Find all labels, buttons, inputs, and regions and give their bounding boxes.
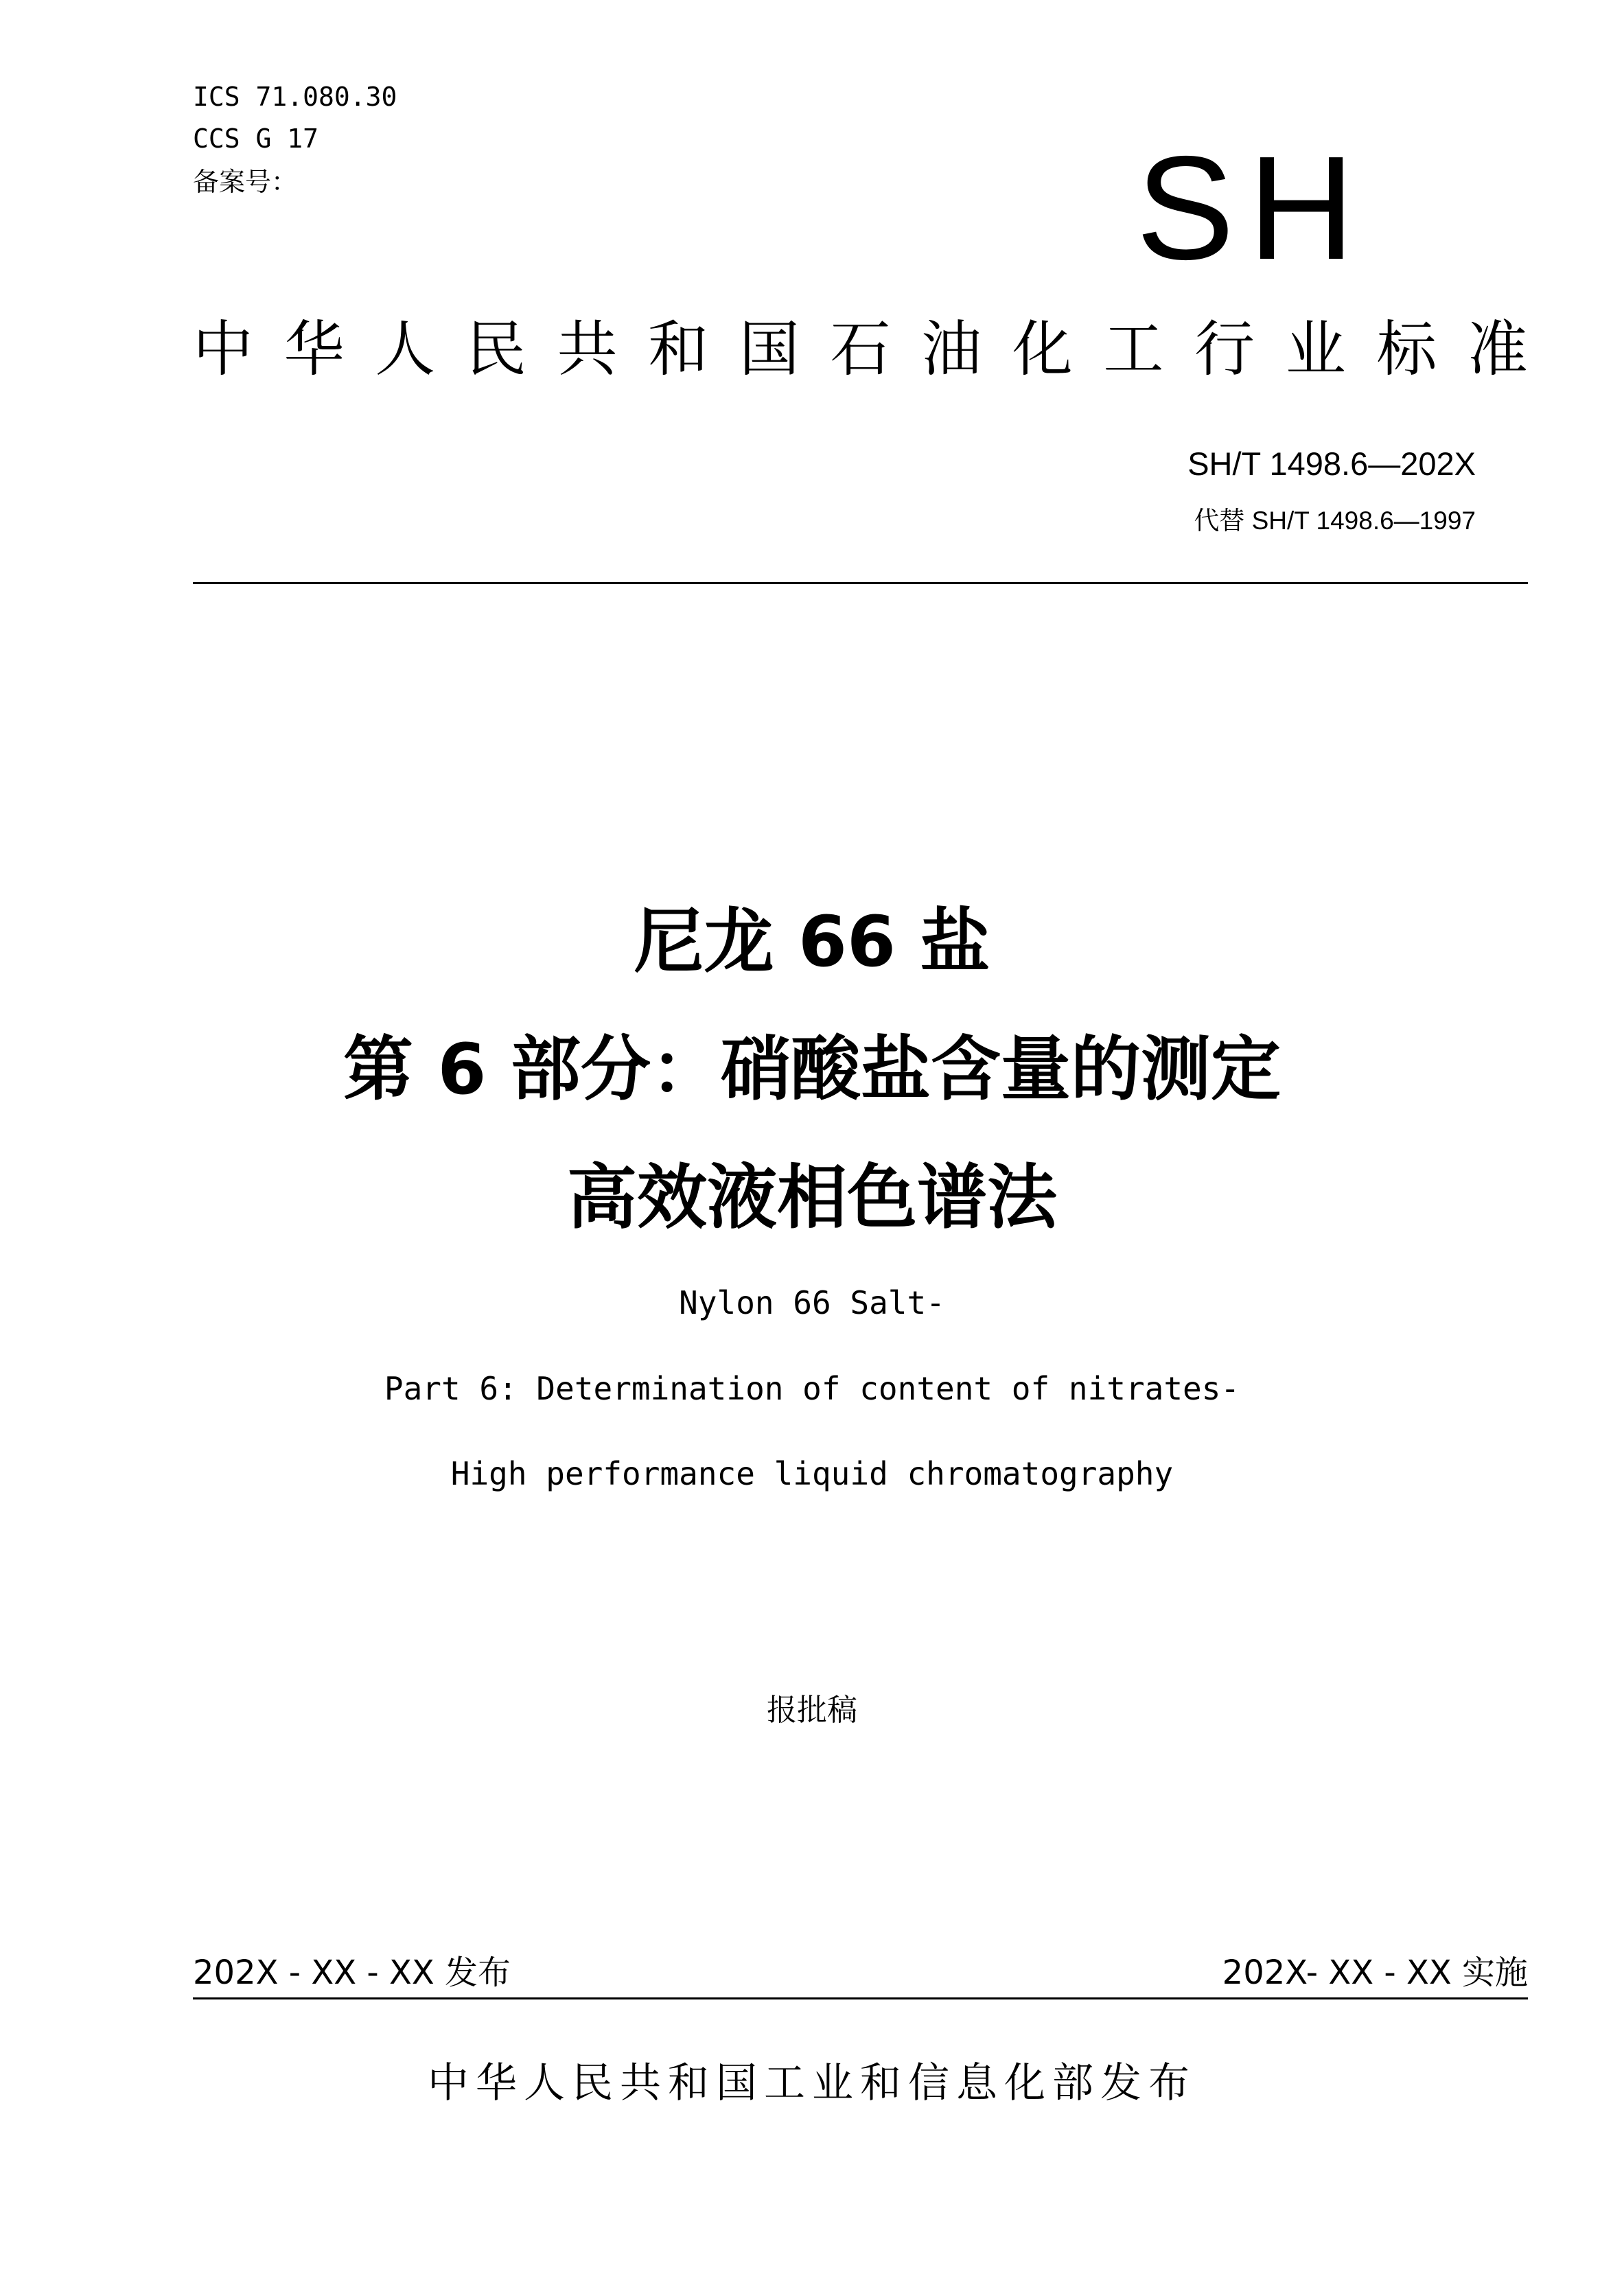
standard-title-char: 油	[921, 314, 982, 384]
standard-title-char: 行	[1194, 314, 1255, 384]
standard-title-char: 华	[283, 314, 345, 384]
standard-title-char: 人	[375, 314, 436, 384]
bottom-divider	[193, 1997, 1528, 1999]
standard-category-title	[193, 314, 1528, 384]
ics-code: ICS 71.080.30	[193, 82, 397, 112]
standard-title-char: 准	[1467, 314, 1528, 384]
standard-title-char: 中	[193, 314, 254, 384]
title-en-line-1: Nylon 66 Salt-	[679, 1284, 945, 1321]
issue-date: 202X - XX - XX 发布	[193, 1953, 511, 1992]
draft-status: 报批稿	[767, 1693, 857, 1728]
top-divider	[193, 582, 1528, 584]
standard-title-char: 共	[557, 314, 618, 384]
standard-title-char: 民	[465, 314, 526, 384]
implementation-date: 202X- XX - XX 实施	[1222, 1953, 1528, 1992]
issuing-authority: 中华人民共和国工业和信息化部发布	[428, 2059, 1196, 2107]
title-en-line-3: High performance liquid chromatography	[450, 1455, 1174, 1492]
standard-title-char: 业	[1285, 314, 1346, 384]
replaces-standard: 代替 SH/T 1498.6—1997	[1194, 507, 1476, 535]
standard-title-char: 化	[1012, 314, 1073, 384]
standard-title-char: 工	[1103, 314, 1164, 384]
standard-title-char: 和	[648, 314, 709, 384]
filing-number-label: 备案号：	[193, 167, 298, 197]
ccs-code: CCS G 17	[193, 124, 319, 154]
standard-number: SH/T 1498.6—202X	[1187, 445, 1476, 482]
title-cn-line-1: 尼龙 66 盐	[634, 901, 990, 983]
standard-title-char: 石	[830, 314, 891, 384]
sh-logo: SH	[1136, 125, 1369, 290]
standard-title-char: 标	[1376, 314, 1437, 384]
title-cn-line-3: 高效液相色谱法	[567, 1157, 1057, 1239]
title-en-line-2: Part 6: Determination of content of nitrates-	[384, 1370, 1240, 1407]
standard-title-char: 国	[739, 314, 800, 384]
title-cn-line-2: 第 6 部分：硝酸盐含量的测定	[343, 1029, 1281, 1111]
